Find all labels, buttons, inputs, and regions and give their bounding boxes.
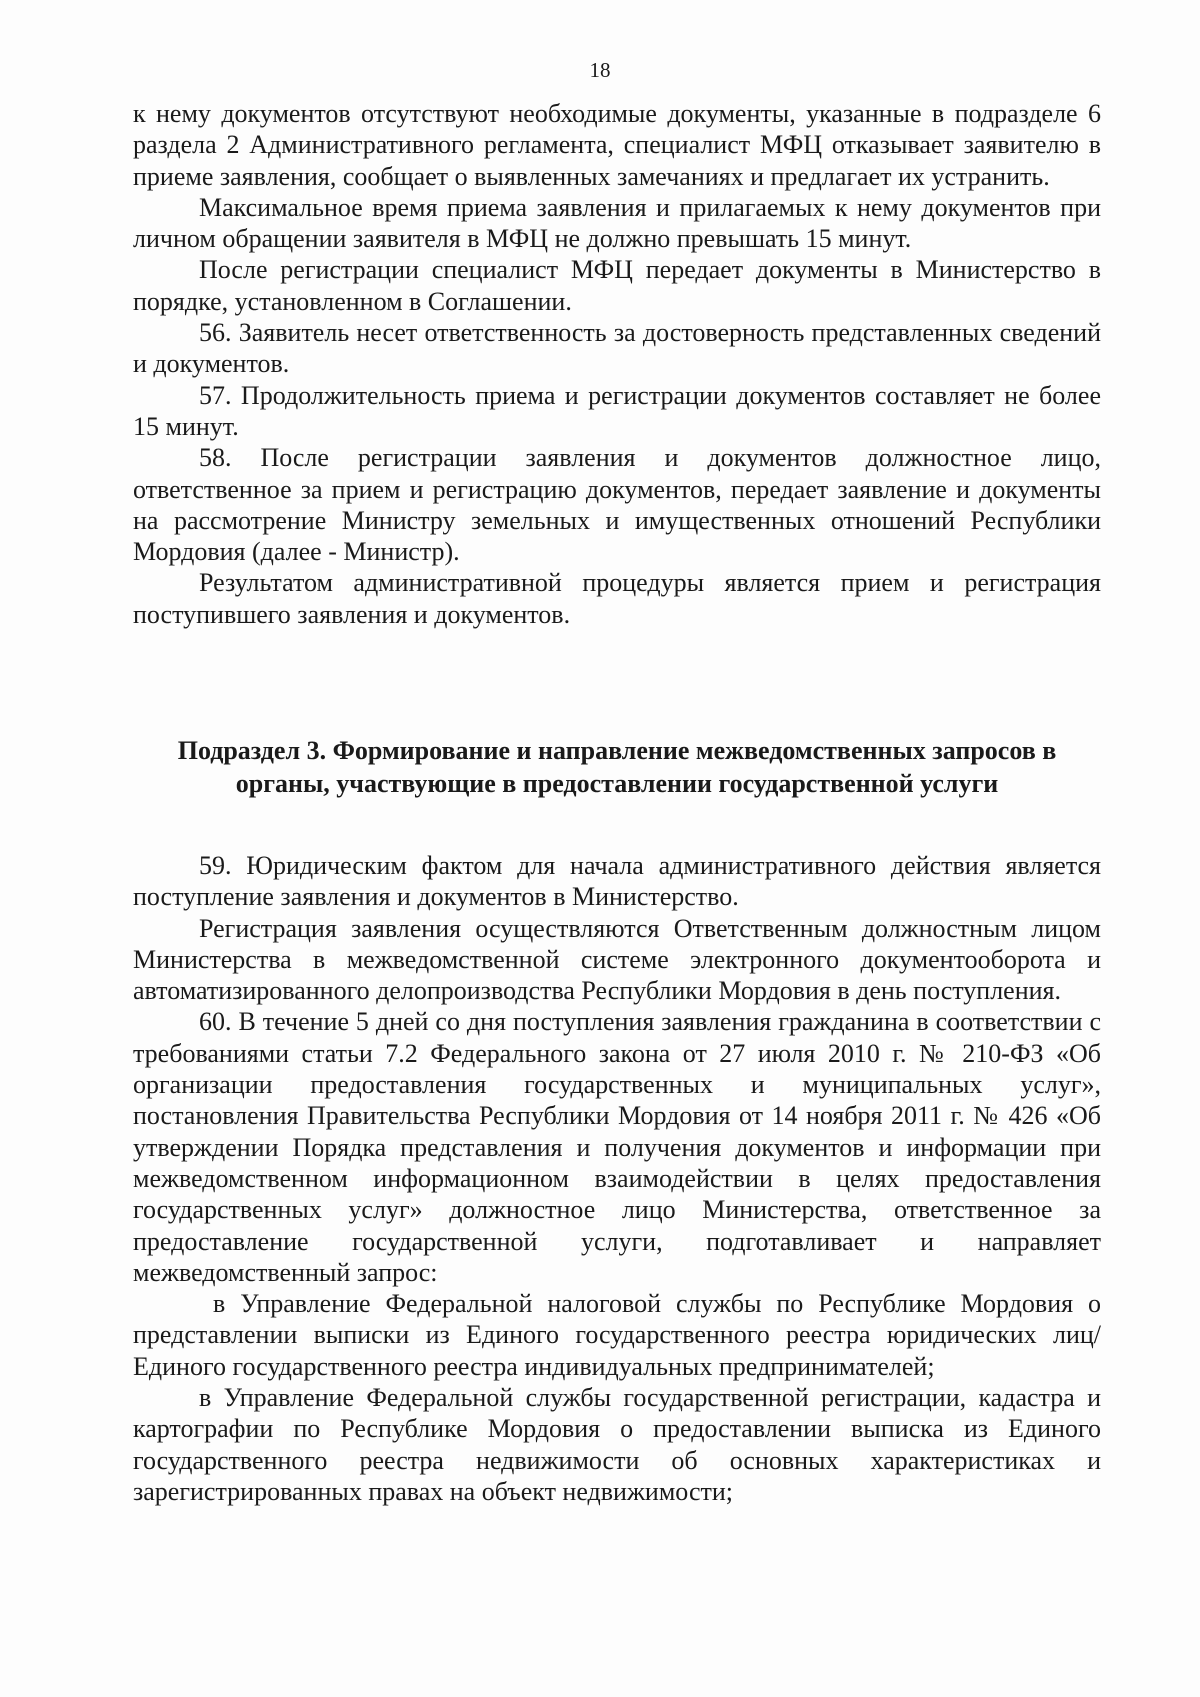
paragraph-56: 56. Заявитель несет ответственность за достоверность представленных сведений и документов. xyxy=(133,318,1101,379)
paragraph-registration: Регистрация заявления осуществляются Ответственным должностным лицом Министерства в межведомственной системе электронного документооборота и автоматизированного делопроизводства Республики Мордовия в день поступления. xyxy=(133,913,1101,1006)
paragraph-continuation: к нему документов отсутствуют необходимые документы, указанные в подразделе 6 раздела 2 Административного регламента, специалист МФЦ отказывает заявителю в приеме заявления, сообщает о выявленных замечаниях и предлагает их устранить. xyxy=(133,99,1101,191)
paragraph-after-registration: После регистрации специалист МФЦ передает документы в Министерство в порядке, установленном в Соглашении. xyxy=(133,255,1101,316)
paragraph-60: 60. В течение 5 дней со дня поступления заявления гражданина в соответствии с требованиями статьи 7.2 Федерального закона от 27 июля 2010 г. № 210-ФЗ «Об организации предоставления государственных и муниципальных услуг», постановления Правительства Республики Мордовия от 14 ноября 2011 г. № 426 «Об утверждении Порядка представления и получения документов и информации при межведомственном информационном взаимодействии в целях предоставления государственных услуг» должностное лицо Министерства, ответственное за предоставление государственной услуги, подготавливает и направляет межведомственный запрос: xyxy=(133,1007,1101,1287)
page-number: 18 xyxy=(589,58,611,82)
paragraph-58: 58. После регистрации заявления и документов должностное лицо, ответственное за прием и регистрацию документов, передает заявление и документы на рассмотрение Министру земельных и имущественных отношений Республики Мордовия (далее - Министр). xyxy=(133,443,1101,567)
section-1-text xyxy=(133,98,1101,630)
paragraph-max-time: Максимальное время приема заявления и прилагаемых к нему документов при личном обращении заявителя в МФЦ не должно превышать 15 минут. xyxy=(133,192,1101,254)
paragraph-result: Результатом административной процедуры является прием и регистрация поступившего заявления и документов. xyxy=(133,568,1101,629)
list-item-rosreestr: в Управление Федеральной службы государственной регистрации, кадастра и картографии по Республике Мордовия о предоставлении выписка из Единого государственного реестра недвижимости об основных характеристиках и зарегистрированных правах на объект недвижимости; xyxy=(133,1383,1101,1506)
section-2-text xyxy=(133,850,1101,1507)
paragraph-57: 57. Продолжительность приема и регистрации документов составляет не более 15 минут. xyxy=(133,380,1101,441)
subsection-heading: Подраздел 3. Формирование и направление межведомственных запросов в органы, участвующие в предоставлении государственной услуги xyxy=(177,736,1057,798)
paragraph-59: 59. Юридическим фактом для начала административного действия является поступление заявления и документов в Министерство. xyxy=(133,851,1101,912)
list-item-tax-service: в Управление Федеральной налоговой службы по Республике Мордовия о представлении выписки из Единого государственного реестра юридических лиц/Единого государственного реестра индивидуальных предпринимателей; xyxy=(133,1289,1101,1381)
